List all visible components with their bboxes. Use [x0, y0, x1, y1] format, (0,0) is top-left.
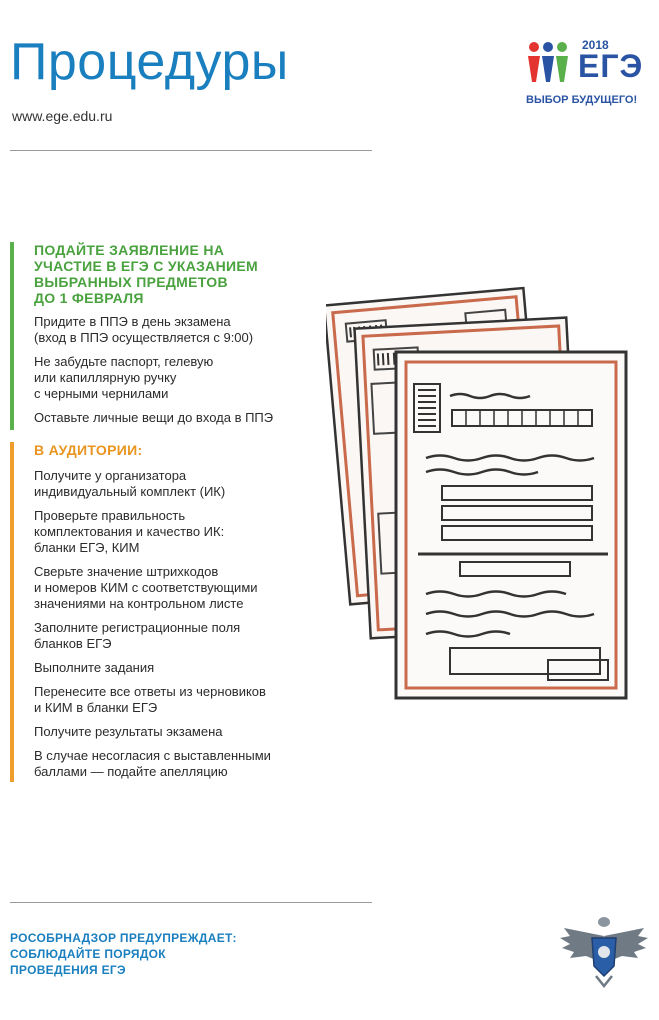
room-item: Перенесите все ответы из черновиков и КИМ в бланки ЕГЭ: [34, 684, 266, 715]
ege-logo: [522, 36, 654, 112]
room-item: Получите у организатора индивидуальный комплект (ИК): [34, 468, 226, 499]
room-item: Сверьте значение штрихкодов и номеров КИМ с соответствующими значениями на контрольном листе: [34, 564, 258, 611]
bottom-divider: [10, 902, 372, 903]
top-divider: [10, 150, 372, 151]
apply-item: Оставьте личные вещи до входа в ППЭ: [34, 410, 274, 425]
apply-section: [10, 242, 330, 430]
room-item: Получите результаты экзамена: [34, 724, 223, 739]
footer-warning: РОСОБРНАДЗОР ПРЕДУПРЕЖДАЕТ: СОБЛЮДАЙТЕ ПОРЯДОК ПРОВЕДЕНИЯ ЕГЭ: [10, 931, 237, 977]
room-heading: В АУДИТОРИИ:: [34, 442, 143, 458]
exam-forms-stack-icon: [326, 268, 646, 708]
room-item: Выполните задания: [34, 660, 155, 675]
logo-year: 2018: [582, 38, 609, 52]
apply-heading: ПОДАЙТЕ ЗАЯВЛЕНИЕ НА УЧАСТИЕ В ЕГЭ С УКАЗАНИЕМ ВЫБРАННЫХ ПРЕДМЕТОВ ДО 1 ФЕВРАЛЯ: [34, 242, 258, 306]
eagle-emblem-icon: [556, 914, 652, 990]
room-item: В случае несогласия с выставленными баллами — подайте апелляцию: [34, 748, 271, 779]
website-url[interactable]: www.ege.edu.ru: [12, 108, 113, 124]
logo-figures-icon: [524, 40, 576, 86]
apply-item: Не забудьте паспорт, гелевую или капиллярную ручку с черными чернилами: [34, 354, 214, 401]
logo-name: ЕГЭ: [578, 48, 644, 84]
logo-tagline: ВЫБОР БУДУЩЕГО!: [526, 94, 638, 106]
room-section: [10, 442, 330, 782]
page-title: Процедуры: [10, 33, 289, 91]
room-item: Заполните регистрационные поля бланков ЕГЭ: [34, 620, 241, 651]
room-item: Проверьте правильность комплектования и качество ИК: бланки ЕГЭ, КИМ: [34, 508, 225, 555]
apply-item: Придите в ППЭ в день экзамена (вход в ППЭ осуществляется с 9:00): [34, 314, 254, 345]
